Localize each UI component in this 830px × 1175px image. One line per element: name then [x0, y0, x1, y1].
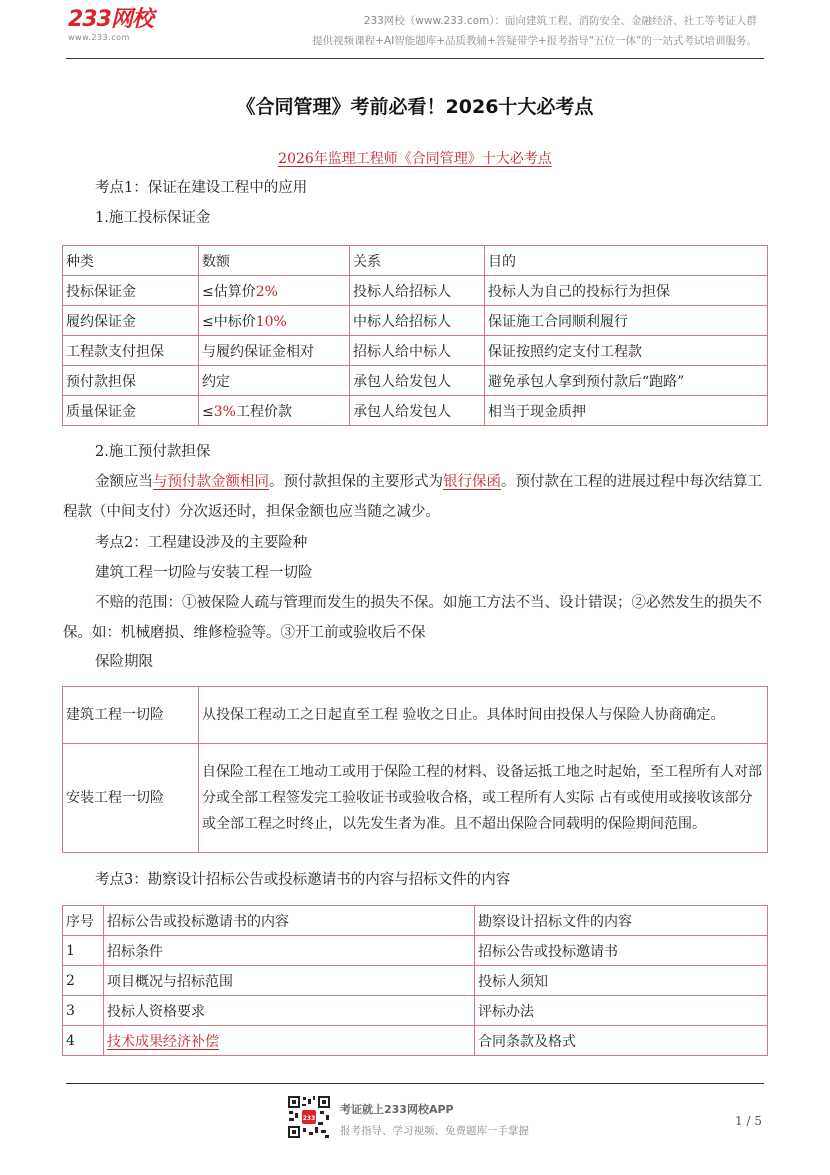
table-row — [63, 687, 768, 744]
notice-content-cell: 投标人资格要求 — [104, 996, 475, 1026]
document-title: 《合同管理》考前必看！2026十大必考点 — [236, 96, 594, 118]
table-row — [63, 966, 768, 996]
header-cell: 种类 — [63, 246, 199, 276]
amount-text: ≤估算价 — [202, 283, 256, 300]
header-cell: 序号 — [63, 906, 104, 936]
amount-text: ≤中标价 — [202, 313, 256, 330]
guarantee-table — [62, 245, 768, 426]
amount-highlight: 3% — [213, 403, 236, 420]
qr-code-icon — [287, 1095, 331, 1139]
table-row — [63, 366, 768, 396]
header-line-1: 233网校（www.233.com）：面向建筑工程、消防安全、金融经济、社工等考证人群 — [363, 15, 757, 27]
amount-cell — [199, 276, 350, 306]
table-row — [63, 306, 768, 336]
para-text: 金额应当 — [95, 474, 153, 490]
para-highlight: 银行保函 — [443, 474, 501, 490]
logo-url-text: www.233.com — [68, 33, 130, 42]
purpose-cell: 投标人为自己的投标行为担保 — [485, 276, 768, 306]
purpose-cell: 保证施工合同顺利履行 — [485, 306, 768, 336]
insurance-desc-cell: 从投保工程动工之日起直至工程 验收之日止。具体时间由投保人与保险人协商确定。 — [199, 687, 768, 744]
subtitle-text: 2026年监理工程师《合同管理》十大必考点 — [278, 151, 552, 167]
purpose-cell: 相当于现金质押 — [485, 396, 768, 426]
relation-cell: 招标人给中标人 — [350, 336, 485, 366]
insurance-desc-cell: 自保险工程在工地动工或用于保险工程的材料、设备运抵工地之时起始，至工程所有人对部分或全部工程签发完工验收证书或验收合格，或工程所有人实际 占有或使用或接收该部分或全部工程之时终止，以先发生者为准。且不超出保险合同载明的保险期间范围。 — [199, 744, 768, 853]
relation-cell: 承包人给发包人 — [350, 396, 485, 426]
document-content-cell: 投标人须知 — [475, 966, 768, 996]
table-row — [63, 1026, 768, 1056]
type-cell: 投标保证金 — [63, 276, 199, 306]
document-content-cell: 招标公告或投标邀请书 — [475, 936, 768, 966]
section2-heading: 2.施工预付款担保 — [95, 444, 211, 460]
index-cell: 2 — [63, 966, 104, 996]
bidding-content-table — [62, 905, 768, 1056]
type-cell: 工程款支付担保 — [63, 336, 199, 366]
exclusions-paragraph: 不赔的范围：①被保险人疏与管理而发生的损失不保。如施工方法不当、设计错误；②必然发生的损失不保。如：机械磨损、维修检验等。③开工前或验收后不保 — [63, 595, 762, 641]
insurance-heading: 建筑工程一切险与安装工程一切险 — [95, 565, 313, 581]
point2-heading: 考点2：工程建设涉及的主要险种 — [95, 535, 308, 551]
header-cell: 招标公告或投标邀请书的内容 — [104, 906, 475, 936]
para-text: 。预付款在工程的进展过程中每次结算工程款（中间支付）分次返还时，担保金额也应当随之减少。 — [63, 474, 762, 520]
logo — [68, 8, 153, 42]
amount-highlight: 10% — [255, 313, 287, 330]
footer-app-subtitle: 报考指导、学习视频、免费题库一手掌握 — [340, 1125, 529, 1137]
document-subtitle — [0, 148, 830, 168]
insurance-period-table — [62, 686, 768, 853]
para-text: 。预付款担保的主要形式为 — [269, 474, 443, 490]
purpose-cell: 避免承包人拿到预付款后“跑路” — [485, 366, 768, 396]
point3-heading: 考点3：勘察设计招标公告或投标邀请书的内容与招标文件的内容 — [95, 872, 511, 888]
table-row — [63, 396, 768, 426]
footer-app-title: 考证就上233网校APP — [340, 1103, 454, 1116]
table-header-row — [63, 246, 768, 276]
relation-cell: 投标人给招标人 — [350, 276, 485, 306]
amount-text: 约定 — [202, 373, 230, 390]
amount-text: ≤ — [202, 403, 214, 420]
page-number: 1 / 5 — [735, 1114, 762, 1128]
table-row — [63, 996, 768, 1026]
page-header — [0, 0, 830, 60]
point1-heading: 考点1：保证在建设工程中的应用 — [95, 180, 308, 196]
para-highlight: 与预付款金额相同 — [153, 474, 269, 490]
header-line-2: 提供视频课程+AI智能题库+品质教辅+答疑带学+报考指导“五位一体”的一站式考试培训服务。 — [312, 35, 757, 47]
amount-highlight: 2% — [255, 283, 278, 300]
footer-divider — [66, 1083, 764, 1084]
amount-cell — [199, 306, 350, 336]
document-content-cell: 合同条款及格式 — [475, 1026, 768, 1056]
advance-payment-paragraph — [63, 467, 768, 527]
section1-heading: 1.施工投标保证金 — [95, 210, 211, 226]
table-row — [63, 336, 768, 366]
table-header-row — [63, 906, 768, 936]
header-cell: 目的 — [485, 246, 768, 276]
amount-cell — [199, 366, 350, 396]
insurance-name-cell: 安装工程一切险 — [63, 744, 199, 853]
table-row — [63, 744, 768, 853]
amount-cell — [199, 336, 350, 366]
logo-main-text: 233网校 — [68, 7, 153, 32]
type-cell: 质量保证金 — [63, 396, 199, 426]
index-cell: 4 — [63, 1026, 104, 1056]
table-row — [63, 936, 768, 966]
amount-suffix: 工程价款 — [235, 403, 292, 420]
notice-content-cell: 项目概况与招标范围 — [104, 966, 475, 996]
amount-cell — [199, 396, 350, 426]
amount-text: 与履约保证金相对 — [202, 343, 314, 360]
qr-badge-text: 233 — [302, 1115, 316, 1122]
period-heading: 保险期限 — [95, 654, 153, 670]
document-content-cell: 评标办法 — [475, 996, 768, 1026]
highlighted-text: 技术成果经济补偿 — [107, 1033, 219, 1050]
header-tagline — [312, 11, 757, 51]
type-cell: 履约保证金 — [63, 306, 199, 336]
type-cell: 预付款担保 — [63, 366, 199, 396]
relation-cell: 承包人给发包人 — [350, 366, 485, 396]
insurance-name-cell: 建筑工程一切险 — [63, 687, 199, 744]
purpose-cell: 保证按照约定支付工程款 — [485, 336, 768, 366]
header-cell: 关系 — [350, 246, 485, 276]
notice-content-cell: 招标条件 — [104, 936, 475, 966]
index-cell: 3 — [63, 996, 104, 1026]
header-cell: 数额 — [199, 246, 350, 276]
index-cell: 1 — [63, 936, 104, 966]
table-row — [63, 276, 768, 306]
notice-content-cell — [104, 1026, 475, 1056]
relation-cell: 中标人给招标人 — [350, 306, 485, 336]
header-cell: 勘察设计招标文件的内容 — [475, 906, 768, 936]
header-divider — [66, 58, 764, 59]
